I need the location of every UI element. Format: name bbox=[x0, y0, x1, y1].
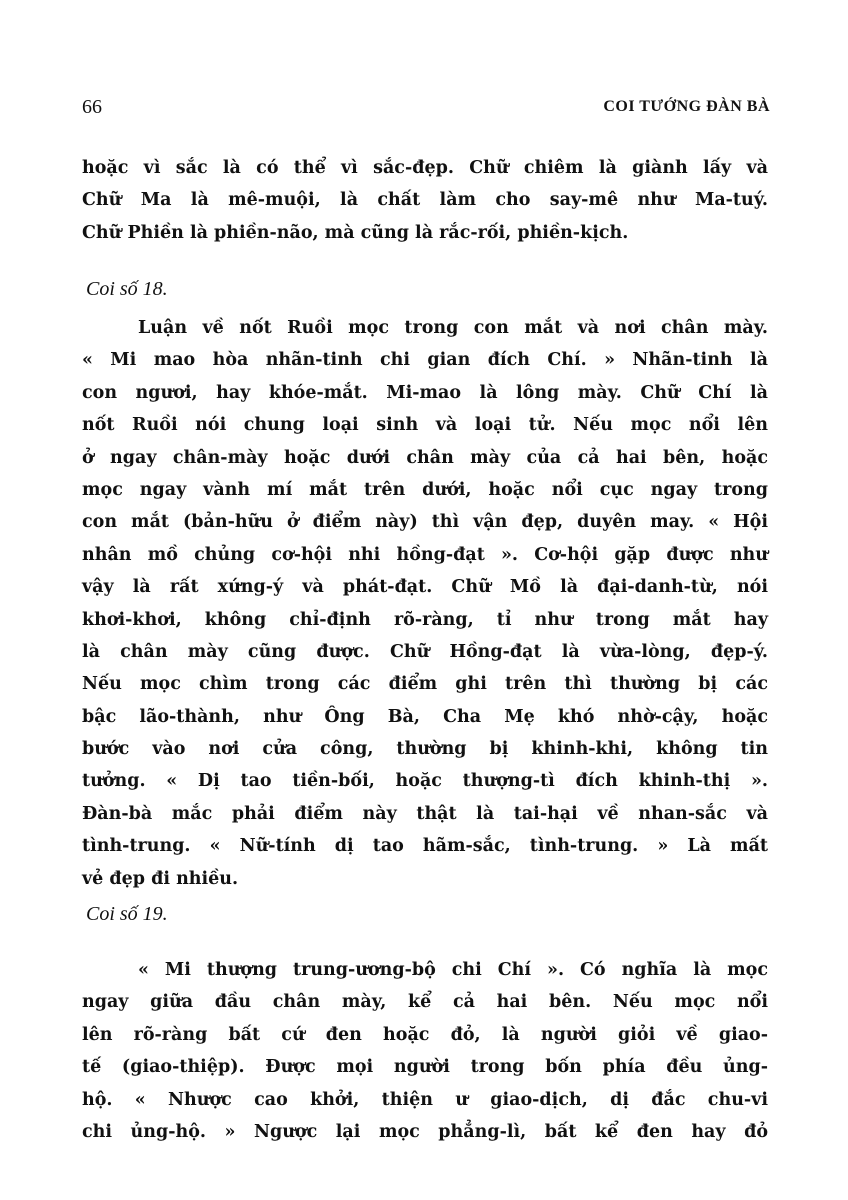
text-line: ngay giữa đầu chân mày, kể cả hai bên. Nếu mọc nổi bbox=[82, 992, 768, 1013]
section-18-paragraph bbox=[82, 312, 768, 895]
section-heading-19: Coi số 19. bbox=[86, 903, 168, 925]
text-line: tưởng. « Dị tao tiền-bối, hoặc thượng-tì đích khinh-thị ». bbox=[82, 771, 768, 792]
text-line: « Mi mao hòa nhãn-tinh chi gian đích Chí. » Nhãn-tinh là bbox=[82, 350, 768, 371]
text-line: con ngươi, hay khóe-mắt. Mi-mao là lông mày. Chữ Chí là bbox=[82, 382, 768, 403]
page-number: 66 bbox=[82, 96, 102, 118]
text-line: chi ủng-hộ. » Ngược lại mọc phẳng-lì, bất kể đen hay đỏ bbox=[82, 1121, 768, 1142]
text-line: bước vào nơi cửa công, thường bị khinh-khi, không tin bbox=[82, 739, 768, 760]
text-line: Đàn-bà mắc phải điểm này thật là tai-hại về nhan-sắc và bbox=[82, 803, 768, 824]
text-line: mọc ngay vành mí mắt trên dưới, hoặc nổi cục ngay trong bbox=[82, 479, 768, 500]
text-line: là chân mày cũng được. Chữ Hồng-đạt là vừa-lòng, đẹp-ý. bbox=[82, 641, 768, 662]
text-line: nốt Ruồi nói chung loại sinh và loại tử. Nếu mọc nổi lên bbox=[82, 415, 768, 436]
text-line: lên rõ-ràng bất cứ đen hoặc đỏ, là người giỏi về giao- bbox=[82, 1024, 768, 1045]
text-line: nhân mồ chủng cơ-hội nhi hồng-đạt ». Cơ-hội gặp được như bbox=[82, 544, 768, 565]
text-line: vậy là rất xứng-ý và phát-đạt. Chữ Mồ là đại-danh-từ, nói bbox=[82, 577, 768, 598]
text-line: hoặc vì sắc là có thể vì sắc-đẹp. Chữ chiêm là giành lấy và bbox=[82, 158, 768, 178]
text-line: vẻ đẹp đi nhiều. bbox=[82, 868, 239, 889]
text-line: Nếu mọc chìm trong các điểm ghi trên thì thường bị các bbox=[82, 674, 768, 695]
section-19-paragraph bbox=[82, 954, 768, 1148]
text-line: con mắt (bản-hữu ở điểm này) thì vận đẹp, duyên may. « Hội bbox=[82, 512, 768, 533]
text-line: tình-trung. « Nữ-tính dị tao hãm-sắc, tình-trung. » Là mất bbox=[82, 836, 768, 857]
page-header bbox=[82, 96, 770, 120]
section-heading-18: Coi số 18. bbox=[86, 278, 168, 300]
text-line: Chữ Ma là mê-muội, là chất làm cho say-mê như Ma-tuý. bbox=[82, 190, 768, 211]
text-line: « Mi thượng trung-ương-bộ chi Chí ». Có nghĩa là mọc bbox=[138, 960, 768, 980]
text-line: Luận về nốt Ruồi mọc trong con mắt và nơi chân mày. bbox=[138, 318, 768, 338]
text-line: khơi-khơi, không chỉ-định rõ-ràng, tỉ như trong mắt hay bbox=[82, 609, 768, 630]
text-line: tế (giao-thiệp). Được mọi người trong bốn phía đều ủng- bbox=[82, 1057, 768, 1078]
text-line: bậc lão-thành, như Ông Bà, Cha Mẹ khó nhờ-cậy, hoặc bbox=[82, 706, 768, 727]
text-line: hộ. « Nhược cao khởi, thiện ư giao-dịch, dị đắc chu-vi bbox=[82, 1089, 768, 1110]
intro-paragraph bbox=[82, 152, 768, 249]
running-title: COI TƯỚNG ĐÀN BÀ bbox=[603, 98, 770, 115]
text-line: ở ngay chân-mày hoặc dưới chân mày của cả hai bên, hoặc bbox=[82, 447, 768, 468]
text-line: Chữ Phiền là phiền-não, mà cũng là rắc-rối, phiền-kịch. bbox=[82, 222, 629, 243]
